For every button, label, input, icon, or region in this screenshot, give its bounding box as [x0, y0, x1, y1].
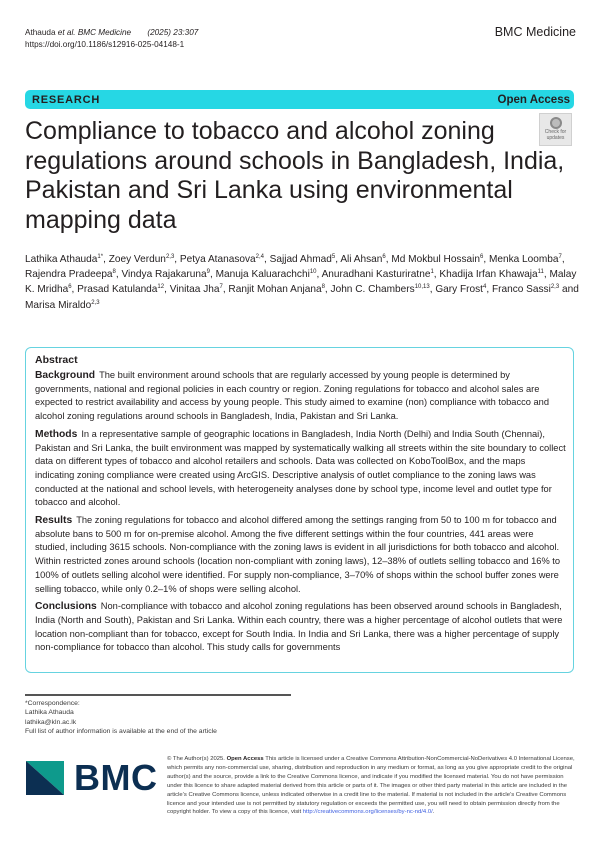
author-name[interactable]: Franco Sassi	[491, 284, 551, 296]
license-link[interactable]: http://creativecommons.org/licenses/by-nc-nd/4.0/	[302, 809, 433, 816]
author-name[interactable]: Manuja Kaluarachchi	[215, 269, 310, 281]
bmc-logo-icon	[26, 761, 64, 795]
affiliation-marker[interactable]: 5	[331, 254, 336, 260]
citation-line	[25, 27, 198, 39]
affiliation-marker[interactable]: 8	[321, 284, 325, 291]
first-author: Athauda	[25, 28, 56, 37]
affiliation-marker[interactable]: 2,3	[165, 254, 175, 260]
affiliation-marker[interactable]: 10,13	[414, 284, 430, 291]
author-name[interactable]: Rajendra Pradeepa	[25, 269, 113, 281]
copyright-prefix: © The Author(s) 2025.	[167, 756, 225, 762]
author-name[interactable]: Malay K. Mridha	[25, 269, 577, 296]
abstract-heading: Abstract	[35, 354, 78, 366]
author-name[interactable]: Marisa Miraldo	[25, 299, 92, 311]
footnote-divider	[25, 694, 291, 696]
author-name[interactable]: Lathika Athauda	[25, 254, 98, 265]
correspondence-block	[25, 699, 217, 737]
correspondence-label: *Correspondence:	[25, 700, 80, 707]
section-head: Conclusions	[35, 601, 97, 613]
affiliation-marker[interactable]: 12	[157, 284, 165, 291]
abstract-results	[35, 514, 566, 596]
section-head: Results	[35, 515, 73, 527]
abstract-background	[35, 369, 566, 424]
journal-citation: et al. BMC Medicine	[57, 28, 132, 37]
author-name[interactable]: Petya Atanasova	[179, 254, 256, 265]
license-open-access: Open Access	[226, 756, 264, 762]
year-volume: (2025) 23:307	[147, 28, 199, 37]
running-head	[25, 27, 198, 51]
author-name[interactable]: Ranjit Mohan Anjana	[228, 284, 322, 296]
correspondence-email[interactable]: lathika@kln.ac.lk	[25, 718, 77, 726]
affiliation-marker[interactable]: 1*	[97, 254, 104, 260]
author-name[interactable]: Khadija Irfan Khawaja	[439, 269, 538, 281]
correspondence-name: Lathika Athauda	[25, 709, 74, 717]
author-name[interactable]: Md Mokbul Hossain	[391, 254, 480, 265]
author-name[interactable]: Gary Frost	[435, 284, 483, 296]
affiliation-marker[interactable]: 6	[68, 284, 72, 291]
article-type-label: RESEARCH	[32, 93, 101, 106]
affiliation-marker[interactable]: 2,3	[91, 299, 100, 306]
abstract-box	[25, 347, 574, 673]
affiliation-marker[interactable]: 7	[558, 254, 562, 260]
license-text	[167, 755, 577, 817]
author-name[interactable]: Sajjad Ahmad	[269, 254, 332, 265]
doi-link[interactable]: https://doi.org/10.1186/s12916-025-04148-1	[25, 40, 185, 49]
affiliation-marker[interactable]: 1	[430, 269, 434, 276]
section-text: Non-compliance with tobacco and alcohol zoning regulations has been observed around schools in Bangladesh, India (North and South), Pakistan and Sri Lanka. Within each country, there was a higher percentage of alcohol outlets that were location non-compliant than for tobacco, except for South India. In India and Sri Lanka, there was a higher percentage of supply non-compliance for tobacco than alcohol. This study calls for governments	[35, 601, 563, 653]
author-list: Lathika Athauda$^{1*}$, Zoey Verdun$^{2,3}$, Petya Atanasova$^{2,4}$, Sajjad Ahmad$^5$, Ali Ahsan$^6$, Md Mokbul Hossain$^6$, Menka Loomba$^7$, Rajendra Pradeepa$^8$, Vindya Rajakaruna$^9$, Manuja Kaluarachchi$^{10}$, Anuradhani Kasturiratne$^1$, Khadija Irfan Khawaja$^{11}$, Malay K. Mridha$^6$, Prasad Katulanda$^{12}$, Vinitaa Jha$^7$, Ranjit Mohan Anjana$^8$, John C. Chambers$^{10,13}$, Gary Frost$^4$, Franco Sassi$^{2,3}$ and Marisa Miraldo$^{2,3}$	[25, 254, 579, 311]
affiliation-marker[interactable]: 7	[219, 284, 223, 291]
author-name[interactable]: Prasad Katulanda	[77, 284, 158, 296]
check-badge-line1: Check for	[544, 129, 567, 135]
bmc-wordmark: BMC	[74, 757, 158, 798]
affiliation-marker[interactable]: 2,4	[255, 254, 264, 260]
affiliation-marker[interactable]: 8	[112, 269, 116, 276]
affiliation-marker[interactable]: 6	[480, 254, 484, 260]
author-name[interactable]: Menka Loomba	[488, 254, 559, 265]
license-body: This article is licensed under a Creative Commons Attribution-NonCommercial-NoDerivatives 4.0 International License, which permits any non-commercial use, sharing, distribution and reproduction in any medium or format, as long as you give appropriate credit to the original author(s) and the source, provide a link to the Creative Commons licence, and indicate if you modified the licensed material. You do not have permission under this licence to share adapted material derived from this article or parts of it. The images or other third party material in this article are included in the article’s Creative Commons licence, unless indicated otherwise in a credit line to the material. If material is not included in the article’s Creative Commons licence and your intended use is not permitted by statutory regulation or exceeds the permitted use, you will need to obtain permission directly from the copyright holder. To view a copy of this licence, visit	[167, 756, 575, 816]
section-text: The zoning regulations for tobacco and alcohol differed among the settings ranging from 50 to 100 m for tobacco and absolute bans to 500 m for on-premise alcohol. Among the five different settings within the four countries, 441 areas were studied, including 3615 schools. Non-compliance with the zoning laws is evident in all jurisdictions for both tobacco and alcohol. Within restricted zones around schools (location non-compliant with zoning laws), 12–38% of outlets selling tobacco and 16% to 100% of outlets selling alcohol were identified. For supply non-compliance, 3–70% of shops within the school buffer zones were selling tobacco, while only 0.2–1% of shops were selling alcohol.	[35, 515, 561, 594]
abstract-methods	[35, 428, 566, 510]
section-head: Methods	[35, 428, 78, 440]
open-access-label: Open Access	[497, 93, 570, 106]
section-text: In a representative sample of geographic locations in Bangladesh, India North (Delhi) and India South (Chennai), Pakistan and Sri Lanka, the built environment was mapped by systematically walking all streets within the site boundary to collect data on different types of tobacco and alcohol retailers and schools. Data was collected on KoboToolBox, and the maps indicating zoning compliance were created using ArcGIS. Descriptive analysis of outlet compliance to the zoning laws was conducted at the national and school levels, with heterogeneity analyses done by school type, income level and outlet type for tobacco and alcohol.	[35, 428, 566, 508]
abstract-conclusions	[35, 600, 566, 655]
bmc-logo	[26, 757, 157, 799]
author-name[interactable]: Ali Ahsan	[340, 254, 383, 265]
license-suffix: .	[432, 809, 435, 816]
affiliation-marker[interactable]: 4	[482, 284, 487, 291]
check-badge-line2: updates	[546, 134, 565, 141]
author-info-note: Full list of author information is available at the end of the article	[25, 728, 217, 736]
section-text: The built environment around schools that are regularly accessed by young people is determined by governments, national and regional policies in each country or region. Zoning regulations for tobacco and alcohol sales are expected to restrict availability and access by young people. This study aimed to examine (non) compliance with tobacco and alcohol zoning regulations around schools in Bangladesh, India, Pakistan and Sri Lanka.	[35, 370, 550, 422]
affiliation-marker[interactable]: 2,3	[550, 284, 560, 291]
affiliation-marker[interactable]: 6	[382, 254, 386, 260]
author-name[interactable]: Anuradhani Kasturiratne	[321, 269, 431, 281]
article-title: Compliance to tobacco and alcohol zoning regulations around schools in Bangladesh, India, Pakistan and Sri Lanka using environmental mapping data	[25, 117, 565, 234]
journal-name: BMC Medicine	[494, 25, 576, 39]
author-name[interactable]: Vindya Rajakaruna	[121, 269, 207, 281]
section-head: Background	[35, 370, 96, 381]
author-name[interactable]: John C. Chambers	[330, 284, 415, 296]
affiliation-marker[interactable]: 11	[537, 269, 544, 276]
author-name[interactable]: Zoey Verdun	[108, 254, 166, 265]
affiliation-marker[interactable]: 10	[309, 269, 317, 276]
article-type-banner	[25, 90, 574, 109]
author-name[interactable]: Vinitaa Jha	[169, 284, 220, 296]
affiliation-marker[interactable]: 9	[206, 269, 210, 276]
